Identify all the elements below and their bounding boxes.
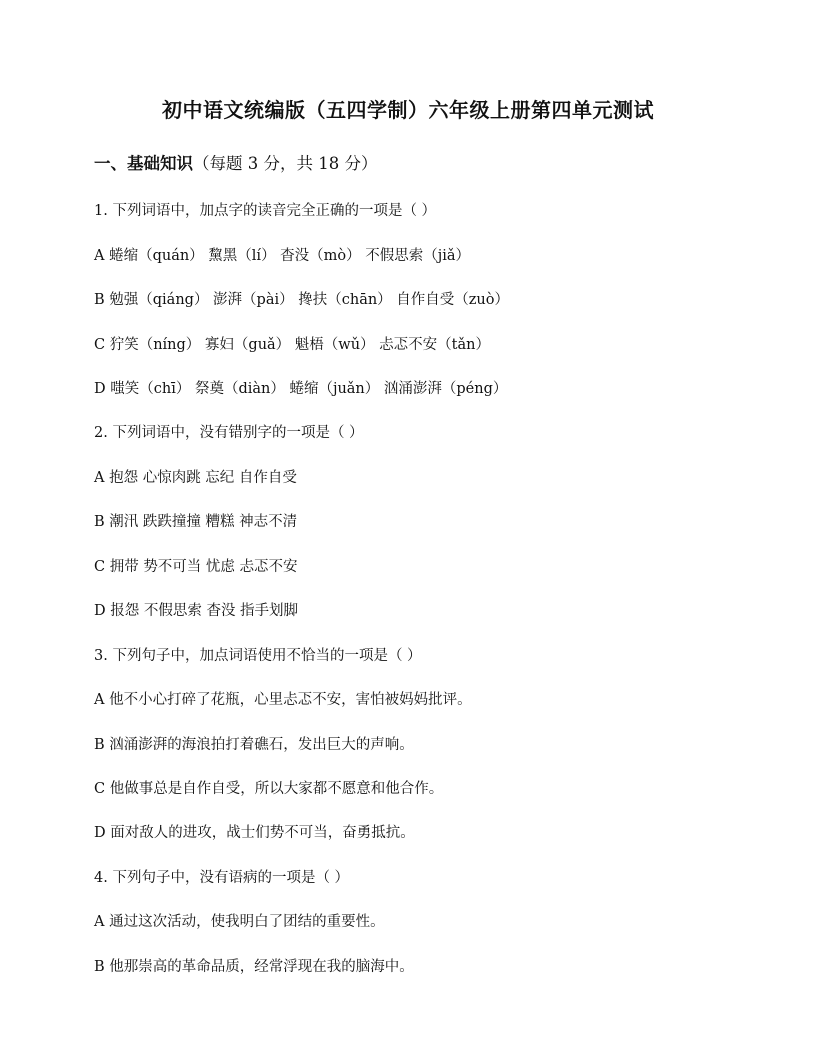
document-title: 初中语文统编版（五四学制）六年级上册第四单元测试: [162, 98, 654, 122]
section-score-note: （每题 3 分，共 18 分）: [193, 154, 378, 173]
question-3-stem: 3. 下列句子中，加点词语使用不恰当的一项是（ ）: [94, 648, 422, 664]
question-1-option-a: A 蜷缩（quán） 黧黑（lí） 杳没（mò） 不假思索（jiǎ）: [94, 248, 471, 264]
question-3-option-c: C 他做事总是自作自受，所以大家都不愿意和他合作。: [94, 781, 444, 797]
question-3-option-a: A 他不小心打碎了花瓶，心里忐忑不安，害怕被妈妈批评。: [94, 692, 472, 708]
section-title: 一、基础知识: [94, 154, 193, 173]
question-3-option-d: D 面对敌人的进攻，战士们势不可当，奋勇抵抗。: [94, 825, 415, 841]
question-2-option-c: C 拥带 势不可当 忧虑 忐忑不安: [94, 559, 298, 575]
question-2-option-b: B 潮汛 跌跌撞撞 糟糕 神志不清: [94, 514, 298, 530]
question-2-option-d: D 报怨 不假思索 杳没 指手划脚: [94, 603, 299, 619]
question-1-stem: 1. 下列词语中，加点字的读音完全正确的一项是（ ）: [94, 203, 437, 219]
section-heading: [94, 150, 377, 174]
question-4-option-b: B 他那崇高的革命品质，经常浮现在我的脑海中。: [94, 959, 414, 975]
question-2-stem: 2. 下列词语中，没有错别字的一项是（ ）: [94, 425, 364, 441]
question-2-option-a: A 抱怨 心惊肉跳 忘纪 自作自受: [94, 470, 297, 486]
question-1-option-c: C 狞笑（níng） 寡妇（guǎ） 魁梧（wǔ） 忐忑不安（tǎn）: [94, 337, 490, 353]
question-4-option-a: A 通过这次活动，使我明白了团结的重要性。: [94, 914, 385, 930]
question-3-option-b: B 汹涌澎湃的海浪拍打着礁石，发出巨大的声响。: [94, 737, 414, 753]
question-4-stem: 4. 下列句子中，没有语病的一项是（ ）: [94, 870, 350, 886]
question-1-option-d: D 嗤笑（chī） 祭奠（diàn） 蜷缩（juǎn） 汹涌澎湃（péng）: [94, 381, 508, 397]
question-1-option-b: B 勉强（qiáng） 澎湃（pài） 搀扶（chān） 自作自受（zuò）: [94, 292, 509, 308]
